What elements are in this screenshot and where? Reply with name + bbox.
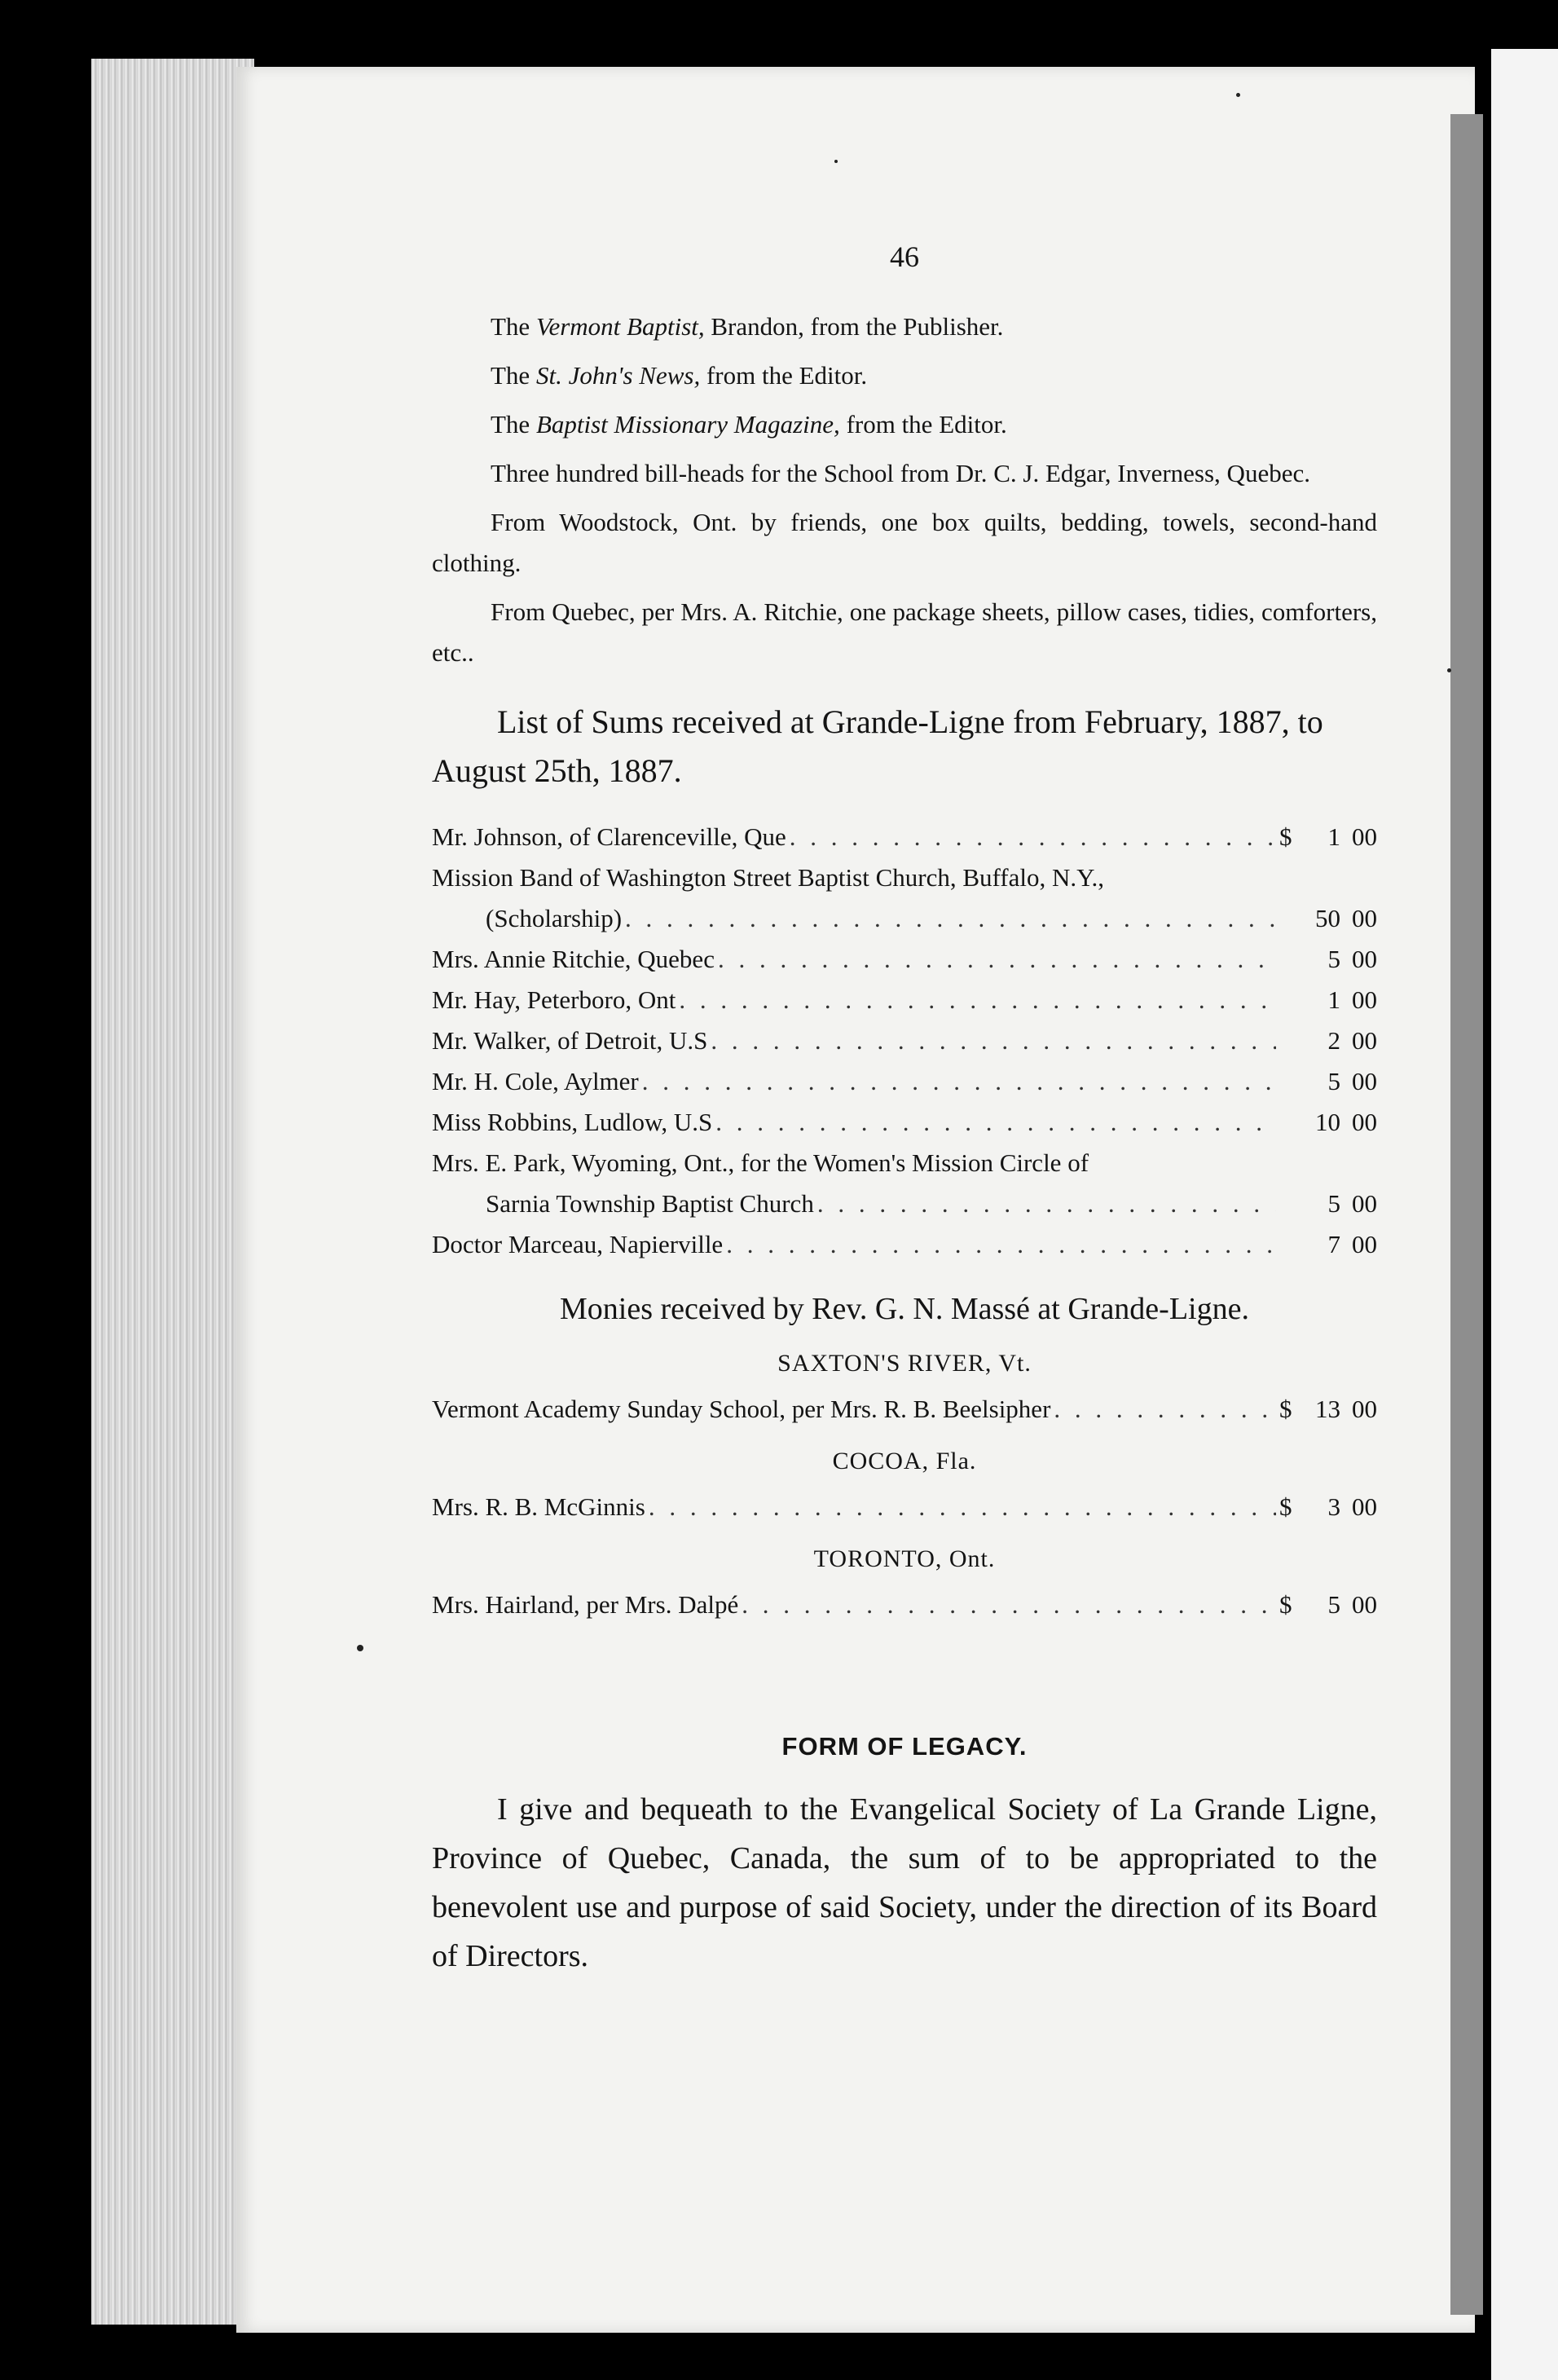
- dot-leader: [625, 898, 1276, 939]
- donor-name: Mrs. Annie Ritchie, Quebec: [432, 945, 715, 973]
- amount-cents: 00: [1352, 1590, 1377, 1619]
- amount-cents: 00: [1352, 985, 1377, 1014]
- dot-leader: [642, 1061, 1276, 1102]
- acknowledgment-item: [432, 453, 1377, 494]
- acknowledgment-item: [432, 355, 1377, 396]
- dot-leader: [726, 1224, 1276, 1265]
- donor-name: Mr. Walker, of Detroit, U.S: [432, 1026, 708, 1055]
- acknowledgment-item: [432, 502, 1377, 584]
- amount: [1299, 1061, 1377, 1102]
- dot-leader: [715, 1102, 1276, 1143]
- amount-cents: 00: [1352, 904, 1377, 932]
- donor-name: (Scholarship): [486, 904, 623, 932]
- legacy-title: FORM OF LEGACY.: [781, 1732, 1028, 1761]
- publication-title: Baptist Missionary Magazine,: [535, 410, 840, 439]
- amount-cents: 00: [1352, 1026, 1377, 1055]
- place-heading: COCOA, Fla.: [832, 1448, 977, 1474]
- amount-cents: 00: [1352, 1108, 1377, 1136]
- amount: [1299, 939, 1377, 980]
- amount-cents: 00: [1352, 1395, 1377, 1423]
- amount: [1299, 898, 1377, 939]
- donor-name: Sarnia Township Baptist Church: [486, 1189, 814, 1218]
- place-heading: TORONTO, Ont.: [813, 1545, 996, 1572]
- donor-name: Mr. Johnson, of Clarenceville, Que: [432, 822, 786, 851]
- sum-entry: [432, 1102, 1377, 1143]
- acknowledgments-list: [432, 306, 1377, 673]
- sums-list: [432, 817, 1377, 1265]
- acknowledgment-text: From Woodstock, Ont. by friends, one box quilts, bedding, towels, second-hand clothing.: [432, 508, 1377, 577]
- places-list: [432, 1343, 1377, 1625]
- page-number: 46: [890, 240, 919, 273]
- sum-entry-name-line: Mrs. E. Park, Wyoming, Ont., for the Women's Mission Circle of: [432, 1148, 1089, 1177]
- sums-heading: List of Sums received at Grande-Ligne from February, 1887, to August 25th, 1887.: [432, 703, 1323, 789]
- sum-entry: [432, 898, 1377, 939]
- acknowledgment-text: From Quebec, per Mrs. A. Ritchie, one package sheets, pillow cases, tidies, comforters, etc..: [432, 597, 1377, 667]
- sum-entry: [432, 1584, 1377, 1625]
- amount-dollars: 13: [1315, 1395, 1340, 1423]
- page-shadow-strip: [1450, 114, 1483, 2315]
- acknowledgment-text: The: [491, 410, 536, 439]
- publication-title: Vermont Baptist,: [535, 312, 705, 341]
- amount-cents: 00: [1352, 1492, 1377, 1521]
- amount: [1299, 817, 1377, 857]
- amount-cents: 00: [1352, 1189, 1377, 1218]
- acknowledgment-item: [432, 592, 1377, 673]
- dot-leader: [742, 1584, 1276, 1625]
- amount: [1299, 1102, 1377, 1143]
- dollar-sign: $: [1279, 1395, 1292, 1423]
- amount-dollars: 7: [1327, 1230, 1340, 1258]
- amount-dollars: 5: [1327, 945, 1340, 973]
- acknowledgment-text: Brandon, from the Publisher.: [704, 312, 1004, 341]
- amount-dollars: 5: [1327, 1189, 1340, 1218]
- amount-dollars: 1: [1327, 985, 1340, 1014]
- sum-entry: [432, 1224, 1377, 1265]
- acknowledgment-text: from the Editor.: [700, 361, 868, 390]
- dot-leader: [817, 1183, 1276, 1224]
- acknowledgment-text: The: [491, 361, 536, 390]
- page-content: [432, 236, 1377, 1981]
- amount: [1299, 980, 1377, 1020]
- acknowledgment-text: The: [491, 312, 536, 341]
- sum-entry: [432, 817, 1377, 857]
- sum-entry: [432, 1487, 1377, 1527]
- donor-name: Miss Robbins, Ludlow, U.S: [432, 1108, 713, 1136]
- amount-dollars: 2: [1327, 1026, 1340, 1055]
- sum-entry-name-line: Mission Band of Washington Street Baptist Church, Buffalo, N.Y.,: [432, 863, 1105, 892]
- acknowledgment-item: [432, 404, 1377, 445]
- amount-cents: 00: [1352, 1067, 1377, 1095]
- amount: [1299, 1584, 1377, 1625]
- sum-entry: [432, 939, 1377, 980]
- amount: [1299, 1224, 1377, 1265]
- dot-leader: [679, 980, 1276, 1020]
- masse-heading: Monies received by Rev. G. N. Massé at Grande-Ligne.: [560, 1292, 1249, 1326]
- amount: [1299, 1183, 1377, 1224]
- donor-name: Vermont Academy Sunday School, per Mrs. R. B. Beelsipher: [432, 1395, 1051, 1423]
- donor-name: Doctor Marceau, Napierville: [432, 1230, 724, 1258]
- donor-name: Mr. Hay, Peterboro, Ont: [432, 985, 676, 1014]
- adjacent-page-edge: [1491, 49, 1558, 2380]
- dot-leader: [1054, 1389, 1276, 1430]
- legacy-text: I give and bequeath to the Evangelical Society of La Grande Ligne, Province of Quebec, Canada, the sum of to be appropriated to the benevolent use and purpose of said Society, under the direction of its Board of Directors.: [432, 1792, 1377, 1973]
- sum-entry: [432, 1061, 1377, 1102]
- amount-dollars: 1: [1327, 822, 1340, 851]
- amount-dollars: 10: [1315, 1108, 1340, 1136]
- amount: [1299, 1389, 1377, 1430]
- sum-entry: [432, 1389, 1377, 1430]
- dollar-sign: $: [1279, 822, 1292, 851]
- publication-title: St. John's News,: [535, 361, 701, 390]
- sum-entry: [432, 1020, 1377, 1061]
- donor-name: Mrs. Hairland, per Mrs. Dalpé: [432, 1590, 739, 1619]
- book-spine-edge: [91, 59, 254, 2325]
- place-heading: SAXTON'S RIVER, Vt.: [777, 1350, 1032, 1377]
- amount-cents: 00: [1352, 822, 1377, 851]
- acknowledgment-text: from the Editor.: [839, 410, 1007, 439]
- amount: [1299, 1487, 1377, 1527]
- dot-leader: [711, 1020, 1276, 1061]
- dollar-sign: $: [1279, 1590, 1292, 1619]
- amount-cents: 00: [1352, 945, 1377, 973]
- dollar-sign: $: [1279, 1492, 1292, 1521]
- dot-leader: [718, 939, 1276, 980]
- amount-dollars: 3: [1327, 1492, 1340, 1521]
- amount-cents: 00: [1352, 1230, 1377, 1258]
- amount-dollars: 50: [1315, 904, 1340, 932]
- amount-dollars: 5: [1327, 1590, 1340, 1619]
- sum-entry: [432, 980, 1377, 1020]
- amount: [1299, 1020, 1377, 1061]
- dot-leader: [649, 1487, 1276, 1527]
- acknowledgment-item: [432, 306, 1377, 347]
- donor-name: Mrs. R. B. McGinnis: [432, 1492, 645, 1521]
- dot-leader: [790, 817, 1276, 857]
- sum-entry: [432, 1183, 1377, 1224]
- amount-dollars: 5: [1327, 1067, 1340, 1095]
- acknowledgment-text: Three hundred bill-heads for the School from Dr. C. J. Edgar, Inverness, Quebec.: [491, 459, 1310, 487]
- donor-name: Mr. H. Cole, Aylmer: [432, 1067, 639, 1095]
